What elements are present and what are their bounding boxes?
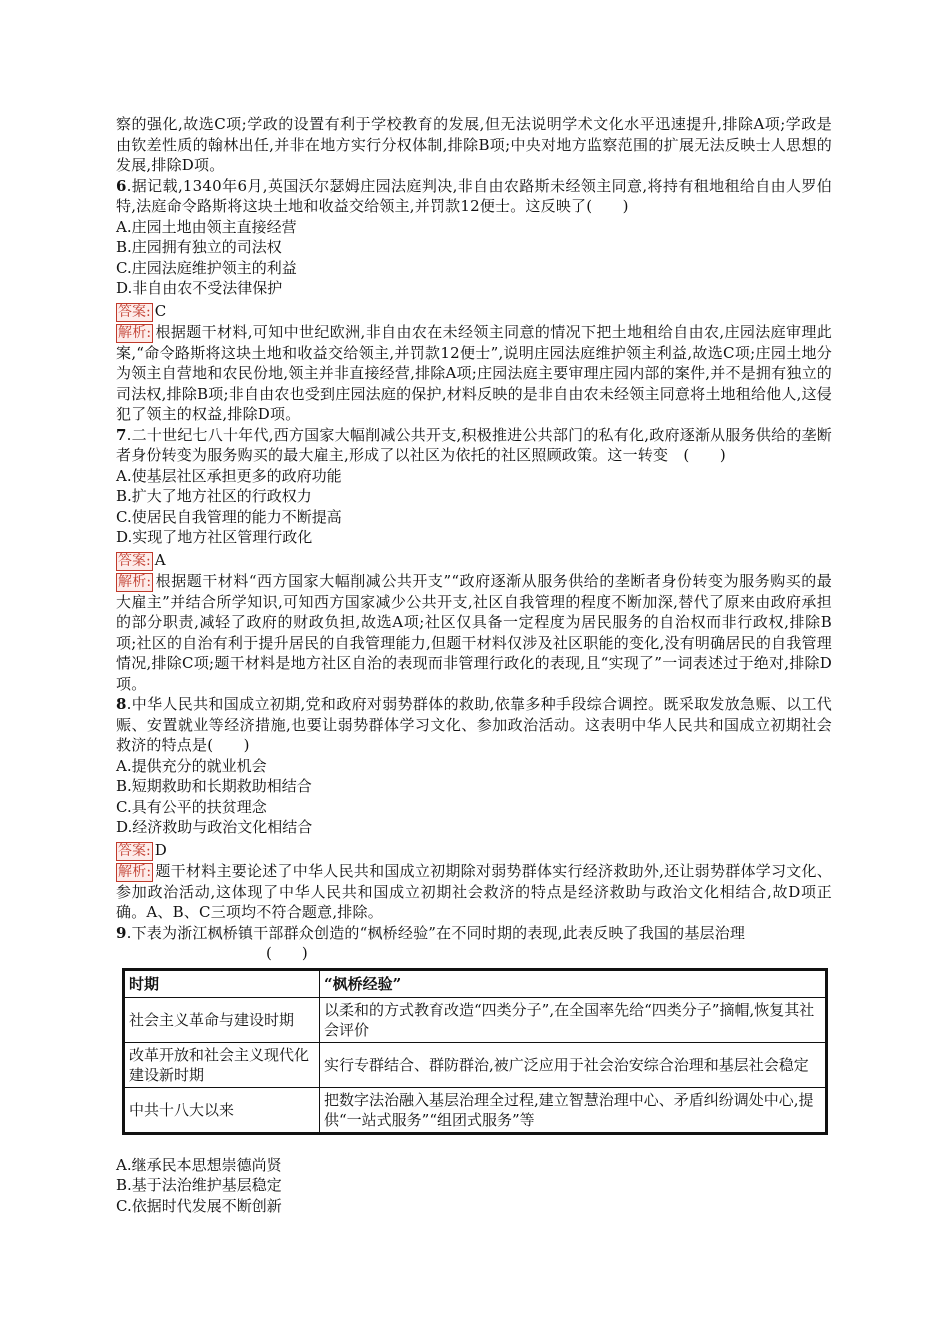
- question-9-options: [116, 1155, 832, 1217]
- question-stem: [116, 176, 832, 217]
- answer-tag: 答案:: [118, 552, 151, 569]
- option-b: B.短期救助和长期救助相结合: [116, 777, 312, 795]
- option-d: D.非自由农不受法律保护: [116, 279, 283, 297]
- table-cell-period: 社会主义革命与建设时期: [124, 997, 320, 1042]
- question-9: [116, 923, 832, 1217]
- question-text: .据记载,1340年6月,英国沃尔瑟姆庄园法庭判决,非自由农路斯未经领主同意,将持有租地租给自由人罗伯特,法庭命令路斯将这块土地和收益交给领主,并罚款12便士。这反映了( ): [116, 176, 832, 215]
- question-7: [116, 425, 832, 695]
- question-stem: [116, 923, 832, 944]
- analysis-text: 根据题干材料“西方国家大幅削减公共开支”“政府逐渐从服务供给的垄断者身份转变为服务购买的最大雇主”并结合所学知识,可知西方国家减少公共开支,社区自我管理的程度不断加深,替代了原来由政府承担的部分职责,减轻了政府的财政负担,故选A项;社区仅具备一定程度为居民服务的自治权而非行政权,排除B项;社区的自治有利于提升居民的自我管理能力,但题干材料仅涉及社区职能的变化,没有明确居民的自我管理情况,排除C项;题干材料是地方社区自治的表现而非管理行政化的表现,且“实现了”一词表述过于绝对,排除D项。: [116, 571, 832, 693]
- question-number: 6: [116, 176, 127, 195]
- table-cell-period: 中共十八大以来: [124, 1087, 320, 1133]
- option-c: C.庄园法庭维护领主的利益: [116, 258, 297, 277]
- question-text: .下表为浙江枫桥镇干部群众创造的“枫桥经验”在不同时期的表现,此表反映了我国的基层治理: [126, 923, 746, 942]
- option-b: B.基于法治维护基层稳定: [116, 1176, 282, 1194]
- question-text: .中华人民共和国成立初期,党和政府对弱势群体的救助,依靠多种手段综合调控。既采取发放急赈、以工代赈、安置就业等经济措施,也要让弱势群体学习文化、参加政治活动。这表明中华人民共和国成立初期社会救济的特点是( ): [116, 695, 832, 754]
- answer-tag: 答案:: [118, 303, 151, 320]
- question-number: 8: [116, 695, 127, 713]
- document-page: [116, 114, 832, 1216]
- option-a: A.庄园土地由领主直接经营: [116, 217, 297, 236]
- analysis-line: [116, 861, 832, 923]
- answer-tag: 答案:: [118, 842, 151, 859]
- table-row: [124, 1042, 827, 1087]
- table-header-experience: “枫桥经验”: [320, 969, 827, 997]
- answer-line: [116, 301, 832, 322]
- analysis-text: 题干材料主要论述了中华人民共和国成立初期除对弱势群体实行经济救助外,还让弱势群体学习文化、参加政治活动,这体现了中华人民共和国成立初期社会救济的特点是经济救助与政治文化相结合,故D项正确。A、B、C三项均不符合题意,排除。: [116, 861, 832, 921]
- option-b: B.扩大了地方社区的行政权力: [116, 487, 312, 505]
- question-stem: [116, 694, 832, 756]
- analysis-tag: 解析:: [118, 324, 152, 341]
- fengqiao-table: [122, 968, 828, 1135]
- answer-blank: ( ): [266, 944, 308, 962]
- option-d: D.经济救助与政治文化相结合: [116, 818, 313, 836]
- answer-line: [116, 840, 832, 861]
- question-stem: [116, 425, 832, 466]
- table-cell-experience: 把数字法治融入基层治理全过程,建立智慧治理中心、矛盾纠纷调处中心,提供“一站式服务”“组团式服务”等: [320, 1087, 827, 1133]
- table-cell-period: 改革开放和社会主义现代化建设新时期: [124, 1042, 320, 1087]
- question-number: 9: [116, 923, 127, 942]
- answer-line: [116, 550, 832, 571]
- question-text: .二十世纪七八十年代,西方国家大幅削减公共开支,积极推进公共部门的私有化,政府逐渐从服务供给的垄断者身份转变为服务购买的最大雇主,形成了以社区为依托的社区照顾政策。这一转变 ( ): [116, 425, 832, 464]
- option-a: A.提供充分的就业机会: [116, 756, 267, 775]
- answer-value: D: [154, 840, 167, 859]
- analysis-line: [116, 571, 832, 695]
- option-b: B.庄园拥有独立的司法权: [116, 238, 282, 256]
- analysis-tag: 解析:: [118, 863, 152, 880]
- analysis-text: 根据题干材料,可知中世纪欧洲,非自由农在未经领主同意的情况下把土地租给自由农,庄园法庭审理此案,“命令路斯将这块土地和收益交给领主,并罚款12便士”,说明庄园法庭维护领主利益,故选C项;庄园土地分为领主自营地和农民份地,领主并非直接经营,排除A项;庄园法庭主要审理庄园内部的案件,并不是拥有独立的司法权,排除B项;非自由农也受到庄园法庭的保护,材料反映的是非自由农未经领主同意将土地租给他人,这侵犯了领主的权益,排除D项。: [116, 322, 832, 423]
- question-6: [116, 176, 832, 425]
- table-row: [124, 1087, 827, 1133]
- option-a: A.使基层社区承担更多的政府功能: [116, 466, 342, 485]
- option-a: A.继承民本思想崇德尚贤: [116, 1155, 282, 1174]
- answer-value: C: [154, 301, 167, 320]
- table-cell-experience: 以柔和的方式教育改造“四类分子”,在全国率先给“四类分子”摘帽,恢复其社会评价: [320, 997, 827, 1042]
- question-8: [116, 694, 832, 923]
- question-number: 7: [116, 425, 127, 444]
- table-cell-experience: 实行专群结合、群防群治,被广泛应用于社会治安综合治理和基层社会稳定: [320, 1042, 827, 1087]
- answer-value: A: [154, 550, 166, 569]
- option-d: D.实现了地方社区管理行政化: [116, 528, 313, 546]
- table-header-row: [124, 969, 827, 997]
- previous-analysis-continuation: 察的强化,故选C项;学政的设置有利于学校教育的发展,但无法说明学术文化水平迅速提升,排除A项;学政是由钦差性质的翰林出任,并非在地方实行分权体制,排除B项;中央对地方监察范围的扩展无法反映士人思想的发展,排除D项。: [116, 115, 832, 174]
- table-row: [124, 997, 827, 1042]
- table-header-period: 时期: [124, 969, 320, 997]
- analysis-line: [116, 322, 832, 425]
- option-c: C.使居民自我管理的能力不断提高: [116, 507, 342, 526]
- option-c: C.依据时代发展不断创新: [116, 1196, 282, 1215]
- option-c: C.具有公平的扶贫理念: [116, 797, 267, 816]
- analysis-tag: 解析:: [118, 573, 152, 590]
